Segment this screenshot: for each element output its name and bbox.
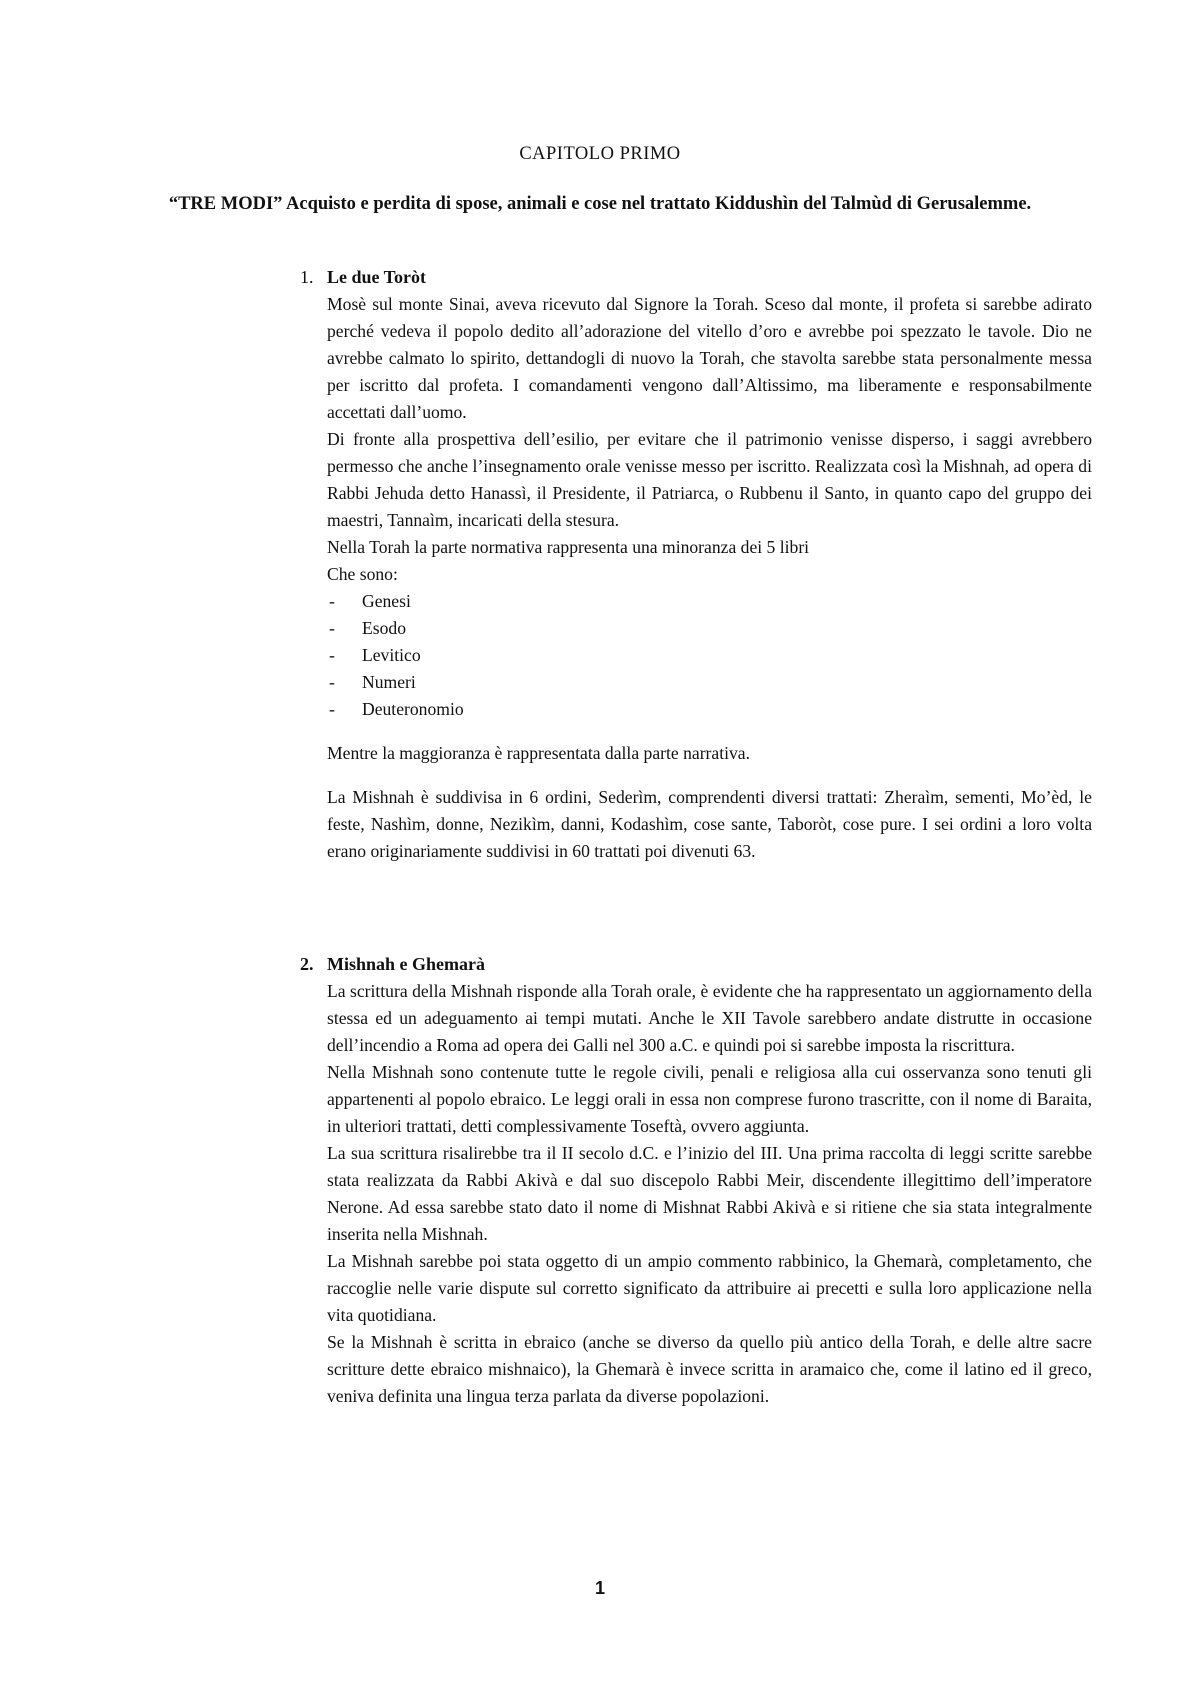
section-2-heading-row bbox=[300, 951, 1092, 978]
section-1-heading: Le due Toròt bbox=[327, 267, 427, 287]
list-item-text: Genesi bbox=[362, 591, 411, 611]
section-2 bbox=[300, 951, 1092, 1410]
list-item-text: Levitico bbox=[362, 645, 421, 665]
page-number: 1 bbox=[594, 1578, 605, 1598]
list-item: - Genesi bbox=[329, 591, 411, 611]
section-1-number: 1. bbox=[300, 267, 314, 287]
section-2-number: 2. bbox=[300, 954, 314, 974]
books-list bbox=[327, 588, 1092, 723]
list-item-text: Numeri bbox=[362, 672, 416, 692]
section-2-heading: Mishnah e Ghemarà bbox=[327, 954, 486, 974]
section-1-paragraph-3: Nella Torah la parte normativa rappresenta una minoranza dei 5 libri bbox=[327, 537, 810, 557]
section-1-paragraph-4: Che sono: bbox=[327, 564, 398, 584]
section-1-paragraph-5: Mentre la maggioranza è rappresentata dalla parte narrativa. bbox=[327, 743, 750, 763]
section-1-paragraph-2: Di fronte alla prospettiva dell’esilio, per evitare che il patrimonio venisse disperso, i saggi avrebbero permesso che anche l’insegnamento orale venisse messo per iscritto. Realizzata così la Mishnah, ad opera di Rabbi Jehuda detto Hanassì, il Presidente, il Patriarca, o Rubbenu il Santo, in quanto capo del gruppo dei maestri, Tannaìm, incaricati della stesura. bbox=[327, 429, 1092, 530]
section-1-paragraph-6: La Mishnah è suddivisa in 6 ordini, Sederìm, comprendenti diversi trattati: Zheraìm, sementi, Mo’èd, le feste, Nashìm, donne, Nezikìm, danni, Kodashìm, cose sante, Taboròt, cose pure. I sei ordini a loro volta erano originariamente suddivisi in 60 trattati poi divenuti 63. bbox=[327, 787, 1092, 861]
section-1-heading-row bbox=[300, 264, 1092, 291]
list-item-text: Deuteronomio bbox=[362, 699, 464, 719]
section-2-paragraph-3: La sua scrittura risalirebbe tra il II secolo d.C. e l’inizio del III. Una prima raccolta di leggi scritte sarebbe stata realizzata da Rabbi Akivà e dal suo discepolo Rabbi Meir, discendente illegittimo dell’imperatore Nerone. Ad essa sarebbe stato dato il nome di Mishnat Rabbi Akivà e si ritiene che sia stata integralmente inserita nella Mishnah. bbox=[327, 1143, 1092, 1244]
list-item: - Numeri bbox=[329, 672, 416, 692]
list-item: - Esodo bbox=[329, 618, 406, 638]
section-2-paragraph-5: Se la Mishnah è scritta in ebraico (anche se diverso da quello più antico della Torah, e delle altre sacre scritture dette ebraico mishnaico), la Ghemarà è invece scritta in aramaico che, come il latino ed il greco, veniva definita una lingua terza parlata da diverse popolazioni. bbox=[327, 1332, 1092, 1406]
list-item-text: Esodo bbox=[362, 618, 406, 638]
section-2-paragraph-2: Nella Mishnah sono contenute tutte le regole civili, penali e religiosa alla cui osservanza sono tenuti gli appartenenti al popolo ebraico. Le leggi orali in essa non comprese furono trascritte, con il nome di Baraita, in ulteriori trattati, detti complessivamente Toseftà, ovvero aggiunta. bbox=[327, 1062, 1092, 1136]
section-2-paragraph-1: La scrittura della Mishnah risponde alla Torah orale, è evidente che ha rappresentato un aggiornamento della stessa ed un adeguamento ai tempi mutati. Anche le XII Tavole sarebbero andate distrutte in occasione dell’incendio a Roma ad opera dei Galli nel 300 a.C. e quindi poi si sarebbe imposta la riscrittura. bbox=[327, 981, 1092, 1055]
section-1 bbox=[300, 264, 1092, 865]
section-2-paragraph-4: La Mishnah sarebbe poi stata oggetto di un ampio commento rabbinico, la Ghemarà, completamento, che raccoglie nelle varie dispute sul corretto significato da attribuire ai precetti e sulla loro applicazione nella vita quotidiana. bbox=[327, 1251, 1092, 1325]
list-item: - Levitico bbox=[329, 645, 421, 665]
section-1-paragraph-1: Mosè sul monte Sinai, aveva ricevuto dal Signore la Torah. Sceso dal monte, il profeta si sarebbe adirato perché vedeva il popolo dedito all’adorazione del vitello d’oro e avrebbe poi spezzato le tavole. Dio ne avrebbe calmato lo spirito, dettandogli di nuovo la Torah, che stavolta sarebbe stata personalmente messa per iscritto dal profeta. I comandamenti vengono dall’Altissimo, ma liberamente e responsabilmente accettati dall’uomo. bbox=[327, 294, 1092, 422]
chapter-subtitle: “TRE MODI” Acquisto e perdita di spose, animali e cose nel trattato Kiddushìn del Talmùd di Gerusalemme. bbox=[168, 194, 1032, 214]
list-item: - Deuteronomio bbox=[329, 699, 464, 719]
chapter-title: CAPITOLO PRIMO bbox=[519, 144, 681, 164]
